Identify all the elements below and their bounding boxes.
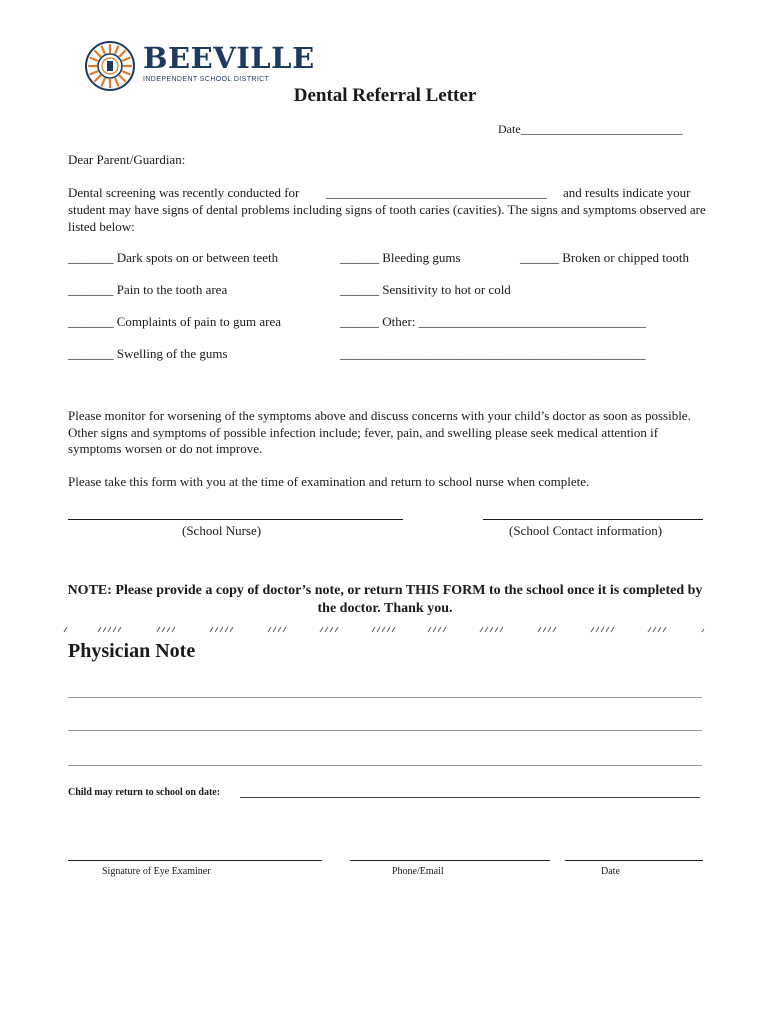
- school-subtitle: INDEPENDENT SCHOOL DISTRICT: [143, 76, 270, 83]
- symptom-pain-tooth[interactable]: _______ Pain to the tooth area: [68, 282, 228, 297]
- note-text: NOTE: Please provide a copy of doctor’s note, or return THIS FORM to the school once it is completed by the doctor. Thank you.: [67, 583, 703, 616]
- symptom-bleeding-gums[interactable]: ______ Bleeding gums: [340, 250, 461, 265]
- salutation: Dear Parent/Guardian:: [68, 152, 186, 167]
- physician-note-line-1[interactable]: [68, 697, 702, 698]
- school-nurse-signature-line[interactable]: [68, 519, 403, 520]
- return-date-label: Child may return to school on date:: [68, 787, 221, 798]
- date-field[interactable]: Date___________________________: [498, 122, 683, 136]
- symptom-dark-spots[interactable]: _______ Dark spots on or between teeth: [68, 250, 279, 265]
- symptom-other-continued[interactable]: _______________________________________________: [340, 346, 646, 361]
- examiner-signature-label: Signature of Eye Examiner: [102, 866, 211, 877]
- date-signature-line[interactable]: [565, 860, 703, 861]
- phone-email-label: Phone/Email: [392, 866, 444, 877]
- intro-suffix: and results indicate your: [563, 185, 691, 200]
- symptom-swelling[interactable]: _______ Swelling of the gums: [68, 346, 228, 361]
- school-contact-line[interactable]: [483, 519, 703, 520]
- school-name: BEEVILLE: [143, 41, 315, 75]
- physician-note-heading: Physician Note: [68, 640, 196, 662]
- physician-note-line-3[interactable]: [68, 765, 702, 766]
- page-title: Dental Referral Letter: [293, 85, 477, 106]
- symptom-sensitivity[interactable]: ______ Sensitivity to hot or cold: [340, 282, 511, 297]
- monitor-paragraph: Please monitor for worsening of the symptoms above and discuss concerns with your child’s doctor as soon as possible. Other signs and symptoms of possible infection include; fever, pain, and swelling please seek medical attention if symptoms worsen or do not improve.: [68, 408, 691, 456]
- physician-note-line-2[interactable]: [68, 730, 702, 731]
- symptom-broken-tooth[interactable]: ______ Broken or chipped tooth: [520, 250, 689, 265]
- take-form-instruction: Please take this form with you at the time of examination and return to school nurse when complete.: [68, 474, 590, 489]
- symptom-gum-pain[interactable]: _______ Complaints of pain to gum area: [68, 314, 282, 329]
- examiner-signature-line[interactable]: [68, 860, 322, 861]
- intro-rest: student may have signs of dental problems including signs of tooth caries (cavities). The signs and symptoms observed are listed below:: [68, 202, 706, 234]
- date-label: Date: [601, 866, 620, 877]
- school-nurse-label: (School Nurse): [182, 523, 262, 538]
- cut-line-divider: [62, 624, 707, 634]
- student-name-blank[interactable]: __________________________________: [326, 185, 547, 200]
- school-contact-label: (School Contact information): [509, 523, 663, 538]
- school-seal-logo: [85, 41, 135, 91]
- return-date-line[interactable]: [240, 797, 700, 798]
- symptom-other[interactable]: ______ Other: ___________________________________: [340, 314, 647, 329]
- phone-email-line[interactable]: [350, 860, 550, 861]
- intro-prefix: Dental screening was recently conducted for: [68, 185, 300, 200]
